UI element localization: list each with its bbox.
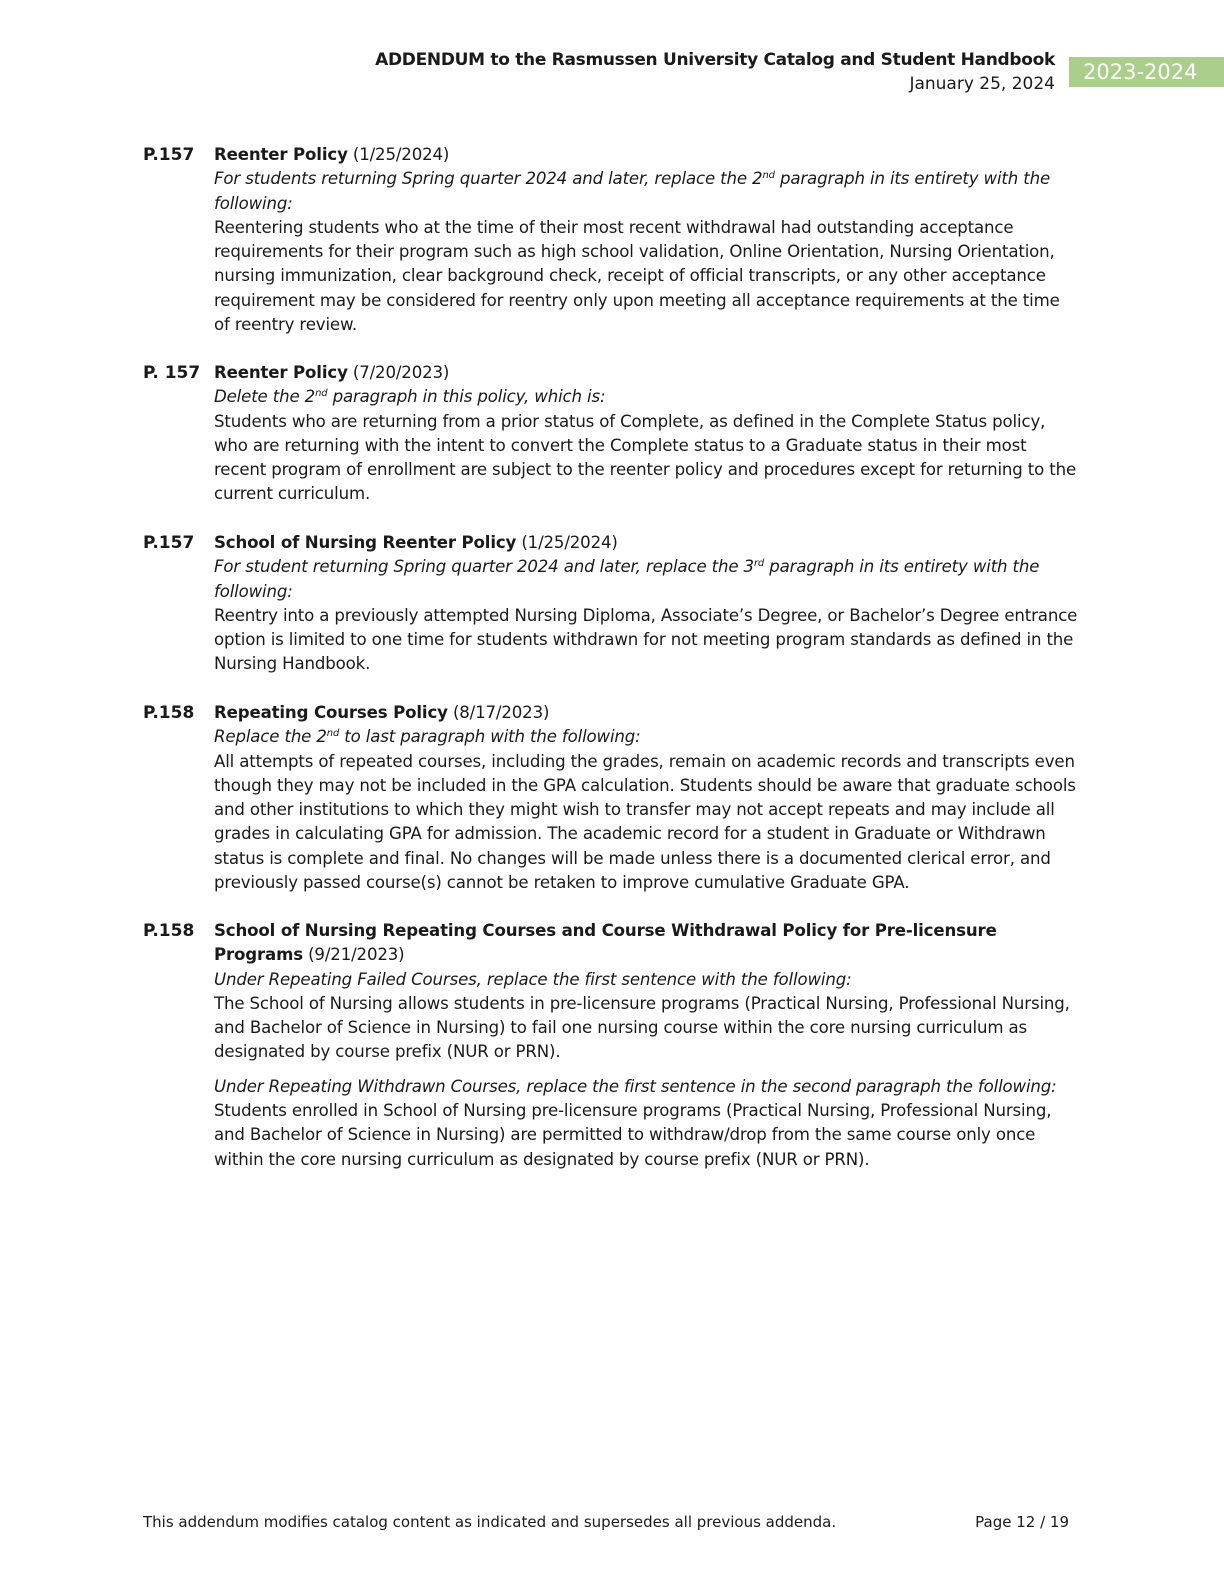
addendum-entry	[143, 143, 1078, 337]
page-reference: P.157	[143, 145, 195, 165]
policy-date: (1/25/2024)	[521, 533, 618, 552]
document-title: ADDENDUM to the Rasmussen University Catalog and Student Handbook	[375, 50, 1055, 70]
footer-note: This addendum modifies catalog content as indicated and supersedes all previous addenda.	[143, 1513, 837, 1531]
policy-text: Reentering students who at the time of their most recent withdrawal had outstanding acceptance requirements for their program such as high school validation, Online Orientation, Nursing Orientation, nursing immunization, clear background check, receipt of official transcripts, or any other acceptance requirement may be considered for reentry only upon meeting all acceptance requirements at the time of reentry review.	[214, 217, 1060, 335]
policy-text: Students enrolled in School of Nursing pre-licensure programs (Practical Nursing, Professional Nursing, and Bachelor of Science in Nursing) are permitted to withdraw/drop from the same course only once within the core nursing curriculum as designated by course prefix (NUR or PRN).	[214, 1101, 1052, 1169]
addendum-entry	[143, 701, 1078, 895]
addendum-entry	[143, 361, 1078, 507]
policy-text: All attempts of repeated courses, including the grades, remain on academic records and transcripts even though they may not be included in the GPA calculation. Students should be aware that graduate schools and other institutions to which they might wish to transfer may not accept repeats and may include all grades in calculating GPA for admission. The academic record for a student in Graduate or Withdrawn status is complete and final. No changes will be made unless there is a documented clerical error, and previously passed course(s) cannot be retaken to improve cumulative Graduate GPA.	[214, 751, 1076, 893]
page-header	[375, 48, 1055, 96]
year-badge: 2023-2024	[1069, 57, 1224, 87]
policy-text: Reentry into a previously attempted Nursing Diploma, Associate’s Degree, or Bachelor’s Degree entrance option is limited to one time for students withdrawn for not meeting program standards as defined in the Nursing Handbook.	[214, 605, 1078, 674]
policy-title: Reenter Policy	[214, 363, 348, 382]
instruction: Delete the 2nd paragraph in this policy, which is:	[214, 387, 606, 407]
policy-date: (9/21/2023)	[308, 945, 405, 965]
instruction: Under Repeating Withdrawn Courses, replace the first sentence in the second paragraph the following:	[214, 1076, 1057, 1096]
addendum-entry	[143, 919, 1078, 1172]
policy-date: (1/25/2024)	[352, 145, 450, 164]
page-reference: P.157	[143, 533, 195, 553]
policy-text: The School of Nursing allows students in pre-licensure programs (Practical Nursing, Professional Nursing, and Bachelor of Science in Nursing) to fail one nursing course within the core nursing curriculum as designated by course prefix (NUR or PRN).	[214, 993, 1070, 1062]
page-reference: P. 157	[143, 363, 201, 383]
instruction: Replace the 2nd to last paragraph with the following:	[214, 727, 641, 747]
instruction: For student returning Spring quarter 2024 and later, replace the 3rd paragraph in its entirety with the following:	[214, 557, 1040, 601]
policy-title: School of Nursing Reenter Policy	[214, 533, 517, 552]
page-reference: P.158	[143, 921, 195, 941]
addendum-entry	[143, 531, 1078, 677]
policy-title: Repeating Courses Policy	[214, 703, 448, 722]
page-reference: P.158	[143, 703, 195, 723]
policy-title: School of Nursing Repeating Courses and Course Withdrawal Policy for Pre-licensure Programs	[214, 921, 997, 965]
policy-text: Students who are returning from a prior status of Complete, as defined in the Complete Status policy, who are returning with the intent to convert the Complete status to a Graduate status in their most recent program of enrollment are subject to the reenter policy and procedures except for returning to the current curriculum.	[214, 411, 1077, 504]
policy-date: (7/20/2023)	[352, 363, 450, 382]
instruction: For students returning Spring quarter 2024 and later, replace the 2nd paragraph in its entirety with the following:	[214, 169, 1051, 213]
policy-date: (8/17/2023)	[452, 703, 550, 722]
policy-title: Reenter Policy	[214, 145, 348, 164]
instruction: Under Repeating Failed Courses, replace the first sentence with the following:	[214, 969, 852, 989]
page-number: Page 12 / 19	[975, 1513, 1069, 1531]
document-date: January 25, 2024	[909, 74, 1055, 94]
